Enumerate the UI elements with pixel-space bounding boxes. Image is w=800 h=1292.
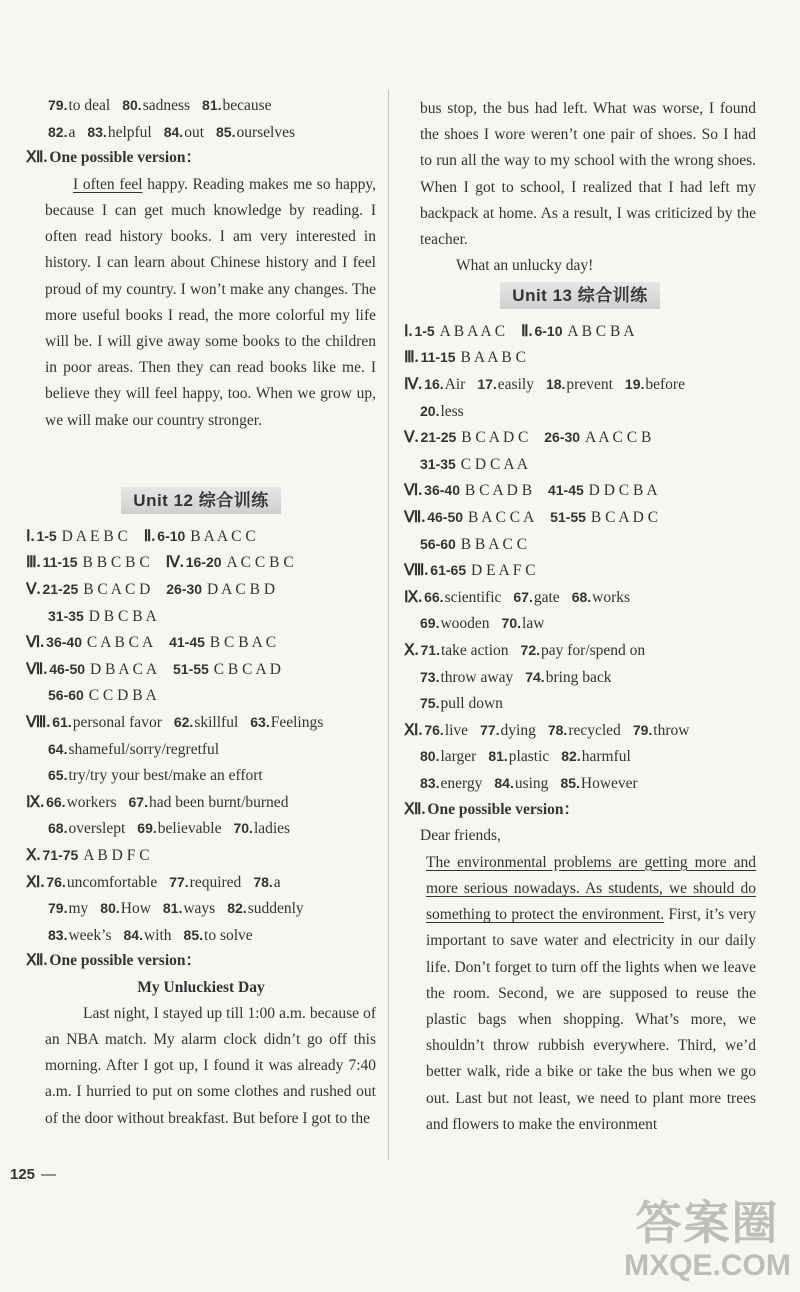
- answer-line: 56-60 B B A C C: [420, 535, 528, 553]
- answer-item: [46, 874, 157, 891]
- answer-line: [26, 762, 376, 789]
- question-number: 81.: [162, 900, 183, 917]
- answer-text: energy: [440, 774, 483, 792]
- question-number: 76.: [424, 721, 444, 738]
- left-column: [26, 92, 376, 1132]
- answer-line: Ⅸ. 66.scientific 67.gate 68.works: [404, 588, 631, 606]
- question-number: 63.: [250, 713, 270, 730]
- answer-text: less: [440, 402, 464, 420]
- answer-text: bring back: [545, 668, 612, 686]
- answer-line: Ⅸ. 66.workers 67.had been burnt/burned: [26, 793, 289, 811]
- question-number: 84.: [163, 123, 184, 140]
- answer-line: Ⅷ. 61.personal favor 62.skillful 63.Feelings: [26, 713, 324, 731]
- answer-item: [253, 874, 280, 891]
- answer-line: [404, 770, 756, 797]
- answer-line: 56-60 C C D B A: [48, 687, 157, 705]
- essay-paragraph: bus stop, the bus had left. What was worse, I found the shoes I wore weren’t one pair of shoes. So I had to run all the way to my school with the wrong shoes. When I got to school, I realized that I had left my backpack at home. As a result, I was criticized by the teacher.: [420, 100, 756, 249]
- answer-item: [52, 714, 162, 731]
- question-number: 70.: [501, 615, 522, 632]
- answer-item: [572, 589, 630, 606]
- question-number: 82.: [227, 900, 247, 917]
- answer-text: sadness: [142, 97, 191, 114]
- answer-line: Ⅶ. 46-50 D B A C A 51-55 C B C A D: [26, 660, 281, 678]
- answer-text: believable: [157, 820, 222, 838]
- answer-item: [546, 376, 613, 393]
- answer-text: ourselves: [236, 123, 296, 141]
- answer-line: 31-35 C D C A A: [420, 455, 528, 473]
- answer-text: However: [580, 774, 638, 792]
- answer-item: [424, 589, 501, 606]
- question-number: 66.: [46, 793, 66, 810]
- answer-line: Ⅳ. 16.Air 17.easily 18.prevent 19.before: [404, 376, 685, 393]
- answer-text: throw: [653, 721, 690, 739]
- answer-text: overslept: [68, 820, 126, 838]
- watermark-logo: 答案圈 MXQE.COM: [624, 1196, 791, 1282]
- answer-text: plastic: [508, 748, 550, 766]
- answer-item: [100, 900, 151, 917]
- answer-line: Ⅰ. 1-5 A B A A C Ⅱ. 6-10 A B C B A: [404, 322, 635, 340]
- answer-line: [404, 664, 756, 691]
- answer-item: [122, 97, 190, 114]
- answer-line: [404, 398, 756, 425]
- question-number: 85.: [560, 774, 580, 791]
- answer-line: [26, 922, 376, 949]
- answer-text: a: [273, 873, 281, 891]
- answer-item: [184, 927, 253, 944]
- question-number: 78.: [547, 721, 568, 738]
- question-number: 85.: [216, 123, 236, 140]
- answer-item: [521, 642, 646, 659]
- question-number: 18.: [545, 376, 566, 392]
- answer-text: week’s: [68, 926, 112, 944]
- answer-text: wooden: [440, 615, 490, 633]
- answer-item: [164, 124, 204, 141]
- question-number: 73.: [420, 668, 440, 685]
- answer-text: scientific: [444, 588, 502, 606]
- question-number: 85.: [183, 926, 204, 943]
- answer-text: out: [184, 123, 205, 141]
- question-number: 62.: [173, 713, 194, 730]
- question-number: 68.: [48, 820, 68, 837]
- answer-item: [420, 403, 464, 420]
- question-number: 84.: [494, 774, 514, 791]
- answer-text: prevent: [566, 376, 613, 393]
- answer-text: Air: [444, 376, 466, 393]
- question-number: 67.: [513, 588, 533, 605]
- question-number: 68.: [571, 588, 592, 605]
- answer-line: 31-35 D B C B A: [48, 607, 157, 625]
- answer-text: because: [222, 97, 272, 114]
- question-number: 82.: [561, 748, 581, 765]
- answer-text: personal favor: [72, 713, 162, 731]
- answer-item: [48, 927, 112, 944]
- answer-text: live: [444, 721, 469, 739]
- answer-text: harmful: [581, 748, 631, 766]
- answer-item: [548, 722, 621, 739]
- answer-text: required: [189, 873, 242, 891]
- question-number: 80.: [122, 97, 142, 113]
- section-header: Ⅻ. One possible version：: [26, 149, 201, 167]
- answer-text: gate: [533, 588, 560, 606]
- letter-greeting: Dear friends,: [420, 827, 501, 845]
- answer-item: [424, 722, 468, 739]
- answer-text: How: [120, 900, 151, 918]
- question-number: 80.: [100, 900, 120, 917]
- answer-item: [48, 820, 125, 837]
- question-number: 20.: [420, 402, 440, 419]
- answer-item: [480, 722, 536, 739]
- answer-line: [26, 736, 376, 763]
- answer-text: a: [68, 123, 76, 141]
- answer-text: Feelings: [270, 713, 324, 731]
- answer-text: ways: [183, 900, 216, 918]
- question-number: 80.: [420, 748, 440, 765]
- question-number: 77.: [169, 873, 189, 890]
- essay-title: My Unluckiest Day: [137, 978, 265, 996]
- answer-text: had been burnt/burned: [148, 793, 289, 811]
- question-number: 71.: [420, 641, 440, 658]
- answer-line: [26, 895, 376, 922]
- answer-text: recycled: [568, 721, 621, 739]
- answer-item: [48, 124, 75, 141]
- answer-item: [87, 124, 151, 141]
- answer-item: [625, 376, 685, 393]
- answer-line: Ⅵ. 36-40 B C A D B 41-45 D D C B A: [404, 482, 658, 500]
- answer-item: [48, 97, 110, 114]
- answer-item: [420, 669, 513, 686]
- answer-item: [202, 97, 272, 114]
- question-number: 19.: [624, 376, 645, 392]
- question-number: 81.: [488, 748, 508, 765]
- answer-item: [525, 669, 611, 686]
- answer-text: before: [645, 376, 685, 393]
- answer-text: my: [68, 900, 89, 918]
- question-number: 67.: [128, 793, 148, 810]
- question-number: 82.: [48, 123, 68, 140]
- right-column: [404, 96, 756, 1138]
- answer-text: ladies: [253, 820, 291, 838]
- question-number: 83.: [48, 926, 68, 943]
- essay-paragraph: I often feel happy. Reading makes me so happy, because I can get much knowledge by reading. I often read history books. I am very interested in history. I can learn about Chinese history and I feel proud of my country. I won’t make any changes. The more useful books I read, the more colorful my life will be. I will give away some books to the children in poor areas. Then they can read books like me. I believe they will feel happy, too. When we grow up, we will make our country stronger.: [45, 175, 376, 429]
- answer-item: [502, 615, 545, 632]
- answer-item: [233, 820, 290, 837]
- answer-item: [48, 767, 263, 784]
- answer-line: Ⅹ. 71.take action 72.pay for/spend on: [404, 641, 646, 659]
- answer-line: Ⅲ. 11-15 B A A B C: [404, 349, 526, 367]
- page-number: 125: [10, 1166, 36, 1183]
- question-number: 17.: [477, 376, 497, 392]
- answer-line: Ⅴ. 21-25 B C A C D 26-30 D A C B D: [26, 580, 276, 598]
- answer-item: [420, 615, 490, 632]
- answer-text: suddenly: [247, 900, 304, 918]
- question-number: 69.: [420, 615, 440, 632]
- column-divider: [388, 90, 389, 1160]
- answer-item: [227, 900, 303, 917]
- answer-line: Ⅺ. 76.live 77.dying 78.recycled 79.throw: [404, 721, 690, 739]
- answer-text: dying: [500, 721, 536, 739]
- answer-text: law: [522, 615, 545, 633]
- answer-text: pay for/spend on: [541, 641, 646, 659]
- answer-text: helpful: [107, 123, 152, 141]
- answer-line: Ⅴ. 21-25 B C A D C 26-30 A A C C B: [404, 429, 652, 447]
- answer-item: [420, 695, 503, 712]
- answer-item: [420, 775, 482, 792]
- question-number: 78.: [253, 873, 273, 890]
- answer-item: [424, 376, 465, 393]
- question-number: 81.: [202, 97, 222, 113]
- essay-ending: What an unlucky day!: [456, 257, 594, 275]
- answer-item: [216, 124, 295, 141]
- answer-item: [169, 874, 241, 891]
- question-number: 64.: [48, 740, 68, 757]
- answer-item: [561, 748, 631, 765]
- unit-12-banner: Unit 12 综合训练: [26, 487, 376, 523]
- answer-item: [174, 714, 238, 731]
- question-number: 77.: [480, 721, 500, 738]
- question-number: 76.: [46, 873, 66, 890]
- section-header: Ⅻ. One possible version：: [404, 800, 579, 818]
- answer-item: [163, 900, 215, 917]
- answer-item: [46, 794, 116, 811]
- question-number: 69.: [137, 820, 157, 837]
- answer-text: using: [514, 774, 549, 792]
- answer-line: Ⅷ. 61-65 D E A F C: [404, 562, 536, 580]
- answer-line: [26, 119, 376, 146]
- question-number: 75.: [420, 695, 440, 712]
- answer-item: [48, 741, 219, 758]
- answer-item: [560, 775, 637, 792]
- answer-line: [404, 690, 756, 717]
- answer-item: [477, 376, 534, 393]
- answer-item: [488, 748, 549, 765]
- answer-item: [420, 748, 476, 765]
- question-number: 83.: [420, 774, 440, 791]
- answer-item: [48, 900, 88, 917]
- question-number: 72.: [520, 641, 541, 658]
- answer-text: to solve: [204, 926, 253, 944]
- answer-line: Ⅵ. 36-40 C A B C A 41-45 B C B A C: [26, 634, 277, 652]
- answer-line: [26, 92, 376, 119]
- question-number: 66.: [424, 588, 444, 605]
- question-number: 16.: [424, 376, 444, 392]
- question-number: 79.: [632, 721, 653, 738]
- answer-line: [26, 815, 376, 842]
- answer-item: [633, 722, 690, 739]
- answer-text: shameful/sorry/regretful: [68, 740, 220, 758]
- answer-line: Ⅶ. 46-50 B A C C A 51-55 B C A D C: [404, 508, 659, 526]
- question-number: 61.: [52, 713, 72, 730]
- answer-text: workers: [66, 793, 117, 811]
- question-number: 65.: [48, 767, 68, 784]
- answer-line: [404, 743, 756, 770]
- answer-line: Ⅲ. 11-15 B B C B C Ⅳ. 16-20 A C C B C: [26, 554, 294, 572]
- answer-item: [494, 775, 548, 792]
- unit-13-banner: Unit 13 综合训练: [404, 282, 756, 318]
- answer-text: try/try your best/make an effort: [68, 767, 263, 785]
- section-header: Ⅻ. One possible version：: [26, 952, 201, 970]
- answer-text: pull down: [440, 695, 503, 713]
- question-number: 70.: [233, 820, 253, 837]
- question-number: 79.: [48, 900, 68, 917]
- answer-text: uncomfortable: [66, 873, 158, 891]
- answer-item: [137, 820, 221, 837]
- answer-item: [129, 794, 289, 811]
- answer-text: take action: [440, 641, 509, 659]
- question-number: 84.: [123, 926, 143, 943]
- answer-line: Ⅹ. 71-75 A B D F C: [26, 846, 150, 864]
- question-number: 83.: [87, 123, 107, 140]
- question-number: 74.: [525, 668, 545, 685]
- answer-text: throw away: [440, 668, 514, 686]
- answer-item: [421, 642, 509, 659]
- answer-text: works: [592, 588, 631, 606]
- essay-paragraph: Last night, I stayed up till 1:00 a.m. because of an NBA match. My alarm clock didn’t go off this morning. After I got up, I found it was already 7:40 a.m. I hurried to put on some clothes and rushed out of the door without breakfast. But before I got to the: [45, 1004, 376, 1127]
- question-number: 79.: [48, 97, 68, 113]
- answer-line: Ⅰ. 1-5 D A E B C Ⅱ. 6-10 B A A C C: [26, 527, 256, 545]
- essay-paragraph: The environmental problems are getting more and more serious nowadays. As students, we should do something to protect the environment. First, it’s very important to save water and electricity in our daily life. Don’t forget to turn off the lights when we leave the room. Second, we are supposed to reuse the plastic bags when shopping. What’s more, we shouldn’t throw rubbish everywhere. Third, we’d better walk, ride a bike or take the bus when we go out. Last but not least, we need to plant more trees and flowers to make the environment: [426, 853, 756, 1133]
- answer-item: [124, 927, 172, 944]
- answer-text: with: [143, 926, 172, 944]
- answer-line: Ⅺ. 76.uncomfortable 77.required 78.a: [26, 873, 281, 891]
- answer-line: [404, 610, 756, 637]
- answer-item: [513, 589, 559, 606]
- answer-text: larger: [440, 748, 477, 766]
- answer-text: skillful: [194, 713, 239, 731]
- answer-item: [250, 714, 323, 731]
- page-footer: 125 —: [10, 1166, 57, 1183]
- answer-text: easily: [497, 376, 534, 393]
- answer-text: to deal: [68, 97, 111, 114]
